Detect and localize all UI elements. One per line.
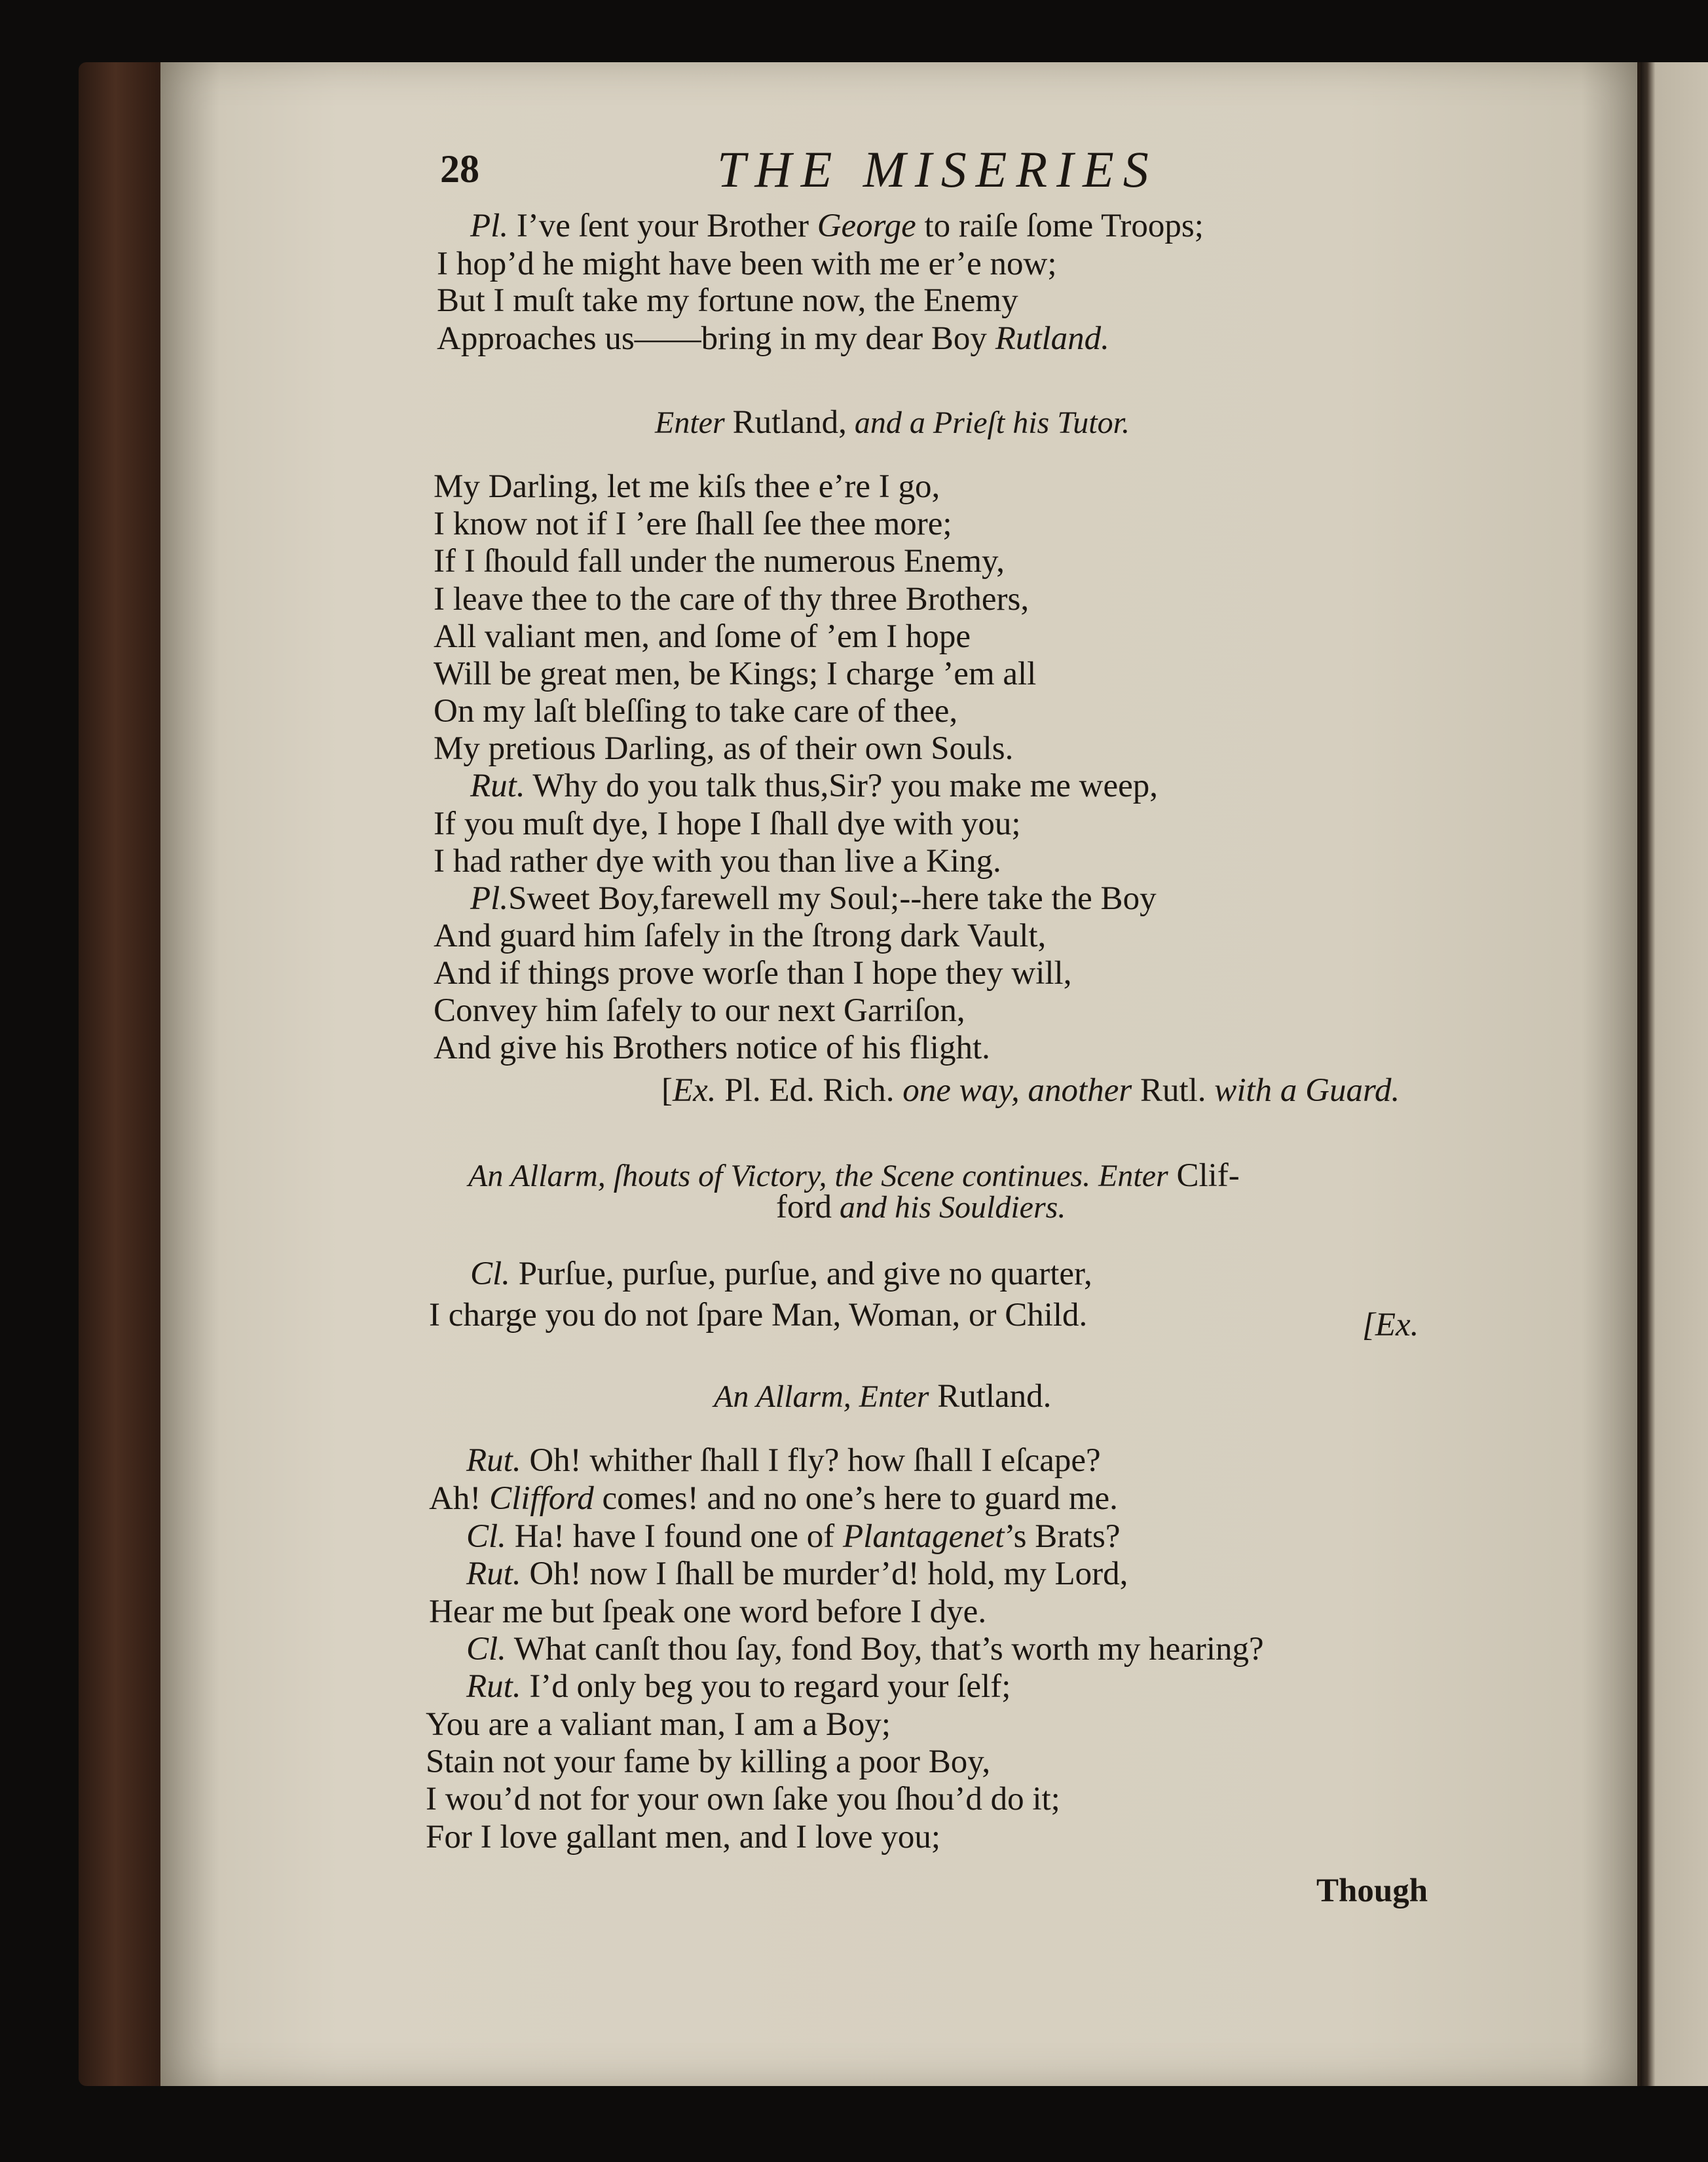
stage-direction [468, 1159, 1240, 1193]
character-name: Rutland, [732, 404, 847, 441]
direction-text: An Allarm, ſhouts of Victory, the Scene continues. Enter [468, 1159, 1168, 1193]
character-name: Rutland. [929, 1378, 1052, 1415]
verse-line: Convey him ſafely to our next Garriſon, [434, 992, 965, 1029]
line-text: Oh! whither ſhall I fly? how ſhall I eſcape? [521, 1442, 1101, 1479]
speaker-name: Cl. [466, 1631, 506, 1668]
line-text: I’ve ſent your Brother [508, 208, 817, 244]
speaker-name: Rut. [466, 1442, 521, 1479]
direction-text: and his Souldiers. [831, 1190, 1066, 1225]
direction-text: one way, another [902, 1072, 1132, 1109]
direction-text: Ex. [672, 1072, 716, 1109]
line-text: to raiſe ſome Troops; [916, 208, 1204, 244]
verse-line: You are a valiant man, I am a Boy; [426, 1706, 891, 1743]
character-name: Rutland. [995, 320, 1109, 357]
verse-line [466, 1633, 1264, 1666]
character-name: Rutl. [1132, 1072, 1215, 1109]
character-name: Clifford [489, 1480, 594, 1517]
direction-text: with a Guard. [1214, 1072, 1400, 1109]
verse-line [429, 1482, 1118, 1516]
speaker-name: Rut. [466, 1668, 521, 1705]
verse-line: If you muſt dye, I hope I ſhall dye with you; [434, 806, 1021, 842]
speaker-name: Pl. [470, 208, 509, 244]
verse-line [470, 882, 1157, 916]
verse-line: But I muſt take my fortune now, the Enemy [437, 282, 1018, 319]
facing-page-edge [1641, 62, 1708, 2086]
verse-line [466, 1520, 1121, 1554]
line-text: ’s Brats? [1004, 1518, 1121, 1555]
line-text: I’d only beg you to regard your ſelf; [521, 1668, 1011, 1705]
character-name: Plantagenet [843, 1518, 1005, 1555]
verse-line: On my laſt bleſſing to take care of thee, [434, 693, 958, 730]
direction-text: An Allarm, Enter [714, 1379, 929, 1414]
verse-line: Hear me but ſpeak one word before I dye. [429, 1594, 987, 1630]
character-name: ford [776, 1189, 832, 1225]
verse-line: And give his Brothers notice of his flight. [434, 1030, 990, 1066]
verse-line: All valiant men, and ſome of ’em I hope [434, 618, 971, 655]
stage-direction [776, 1191, 1066, 1224]
direction-text: [ [661, 1072, 673, 1109]
verse-line: I charge you do not ſpare Man, Woman, or Child. [429, 1297, 1088, 1333]
direction-text: and a Prieſt his Tutor. [846, 405, 1130, 440]
line-text: comes! and no one’s here to guard me. [593, 1480, 1118, 1517]
verse-line: Stain not your fame by killing a poor Boy, [426, 1743, 991, 1780]
verse-line: I know not if I ’ere ſhall ſee thee more; [434, 506, 952, 542]
line-text: Purſue, purſue, purſue, and give no quarter, [510, 1256, 1092, 1292]
verse-line [466, 1557, 1128, 1591]
line-text: What canſt thou ſay, fond Boy, that’s worth my hearing? [506, 1631, 1264, 1668]
character-name: George [817, 208, 916, 244]
line-text: Oh! now I ſhall be murder’d! hold, my Lord, [521, 1556, 1128, 1592]
stage-direction [655, 406, 1130, 439]
verse-line [470, 210, 1204, 243]
line-text: Ha! have I found one of [506, 1518, 843, 1555]
verse-line: And guard him ſafely in the ſtrong dark Vault, [434, 918, 1047, 954]
speaker-name: Pl. [470, 880, 509, 917]
verse-line [466, 1444, 1101, 1478]
verse-line [437, 322, 1109, 356]
speaker-name: Rut. [466, 1556, 521, 1592]
verse-line [466, 1670, 1011, 1704]
verse-line: My pretious Darling, as of their own Souls. [434, 730, 1014, 767]
verse-line: Will be great men, be Kings; I charge ’em all [434, 656, 1037, 692]
verse-line [470, 770, 1158, 803]
line-text: Sweet Boy,farewell my Soul;--here take the Boy [508, 880, 1157, 917]
speaker-name: Cl. [466, 1518, 506, 1555]
verse-line: I wou’d not for your own ſake you ſhou’d do it; [426, 1781, 1060, 1817]
line-text: Why do you talk thus,Sir? you make me weep, [525, 768, 1159, 804]
verse-line: For I love gallant men, and I love you; [426, 1819, 941, 1855]
direction-text: Enter [655, 405, 733, 440]
character-name: Pl. Ed. Rich. [716, 1072, 903, 1109]
line-text: Approaches us——bring in my dear Boy [437, 320, 995, 357]
verse-line [470, 1258, 1092, 1291]
verse-line: And if things prove worſe than I hope they will, [434, 955, 1072, 992]
verse-line: I hop’d he might have been with me er’e now; [437, 246, 1057, 282]
verse-line: If I ſhould fall under the numerous Enemy, [434, 543, 1005, 580]
line-text: Ah! [429, 1480, 490, 1517]
exit-direction: [Ex. [1362, 1307, 1419, 1343]
running-title: THE MISERIES [717, 141, 1158, 198]
verse-line: I had rather dye with you than live a King. [434, 843, 1001, 880]
stage-direction [714, 1380, 1051, 1413]
verse-line: My Darling, let me kiſs thee e’re I go, [434, 468, 940, 505]
character-name: Clif- [1168, 1157, 1240, 1194]
page-number: 28 [440, 147, 479, 191]
speaker-name: Rut. [470, 768, 525, 804]
stage-direction [661, 1074, 1400, 1108]
speaker-name: Cl. [470, 1256, 510, 1292]
verse-line: I leave thee to the care of thy three Brothers, [434, 581, 1030, 618]
catchword: Though [1316, 1873, 1428, 1909]
